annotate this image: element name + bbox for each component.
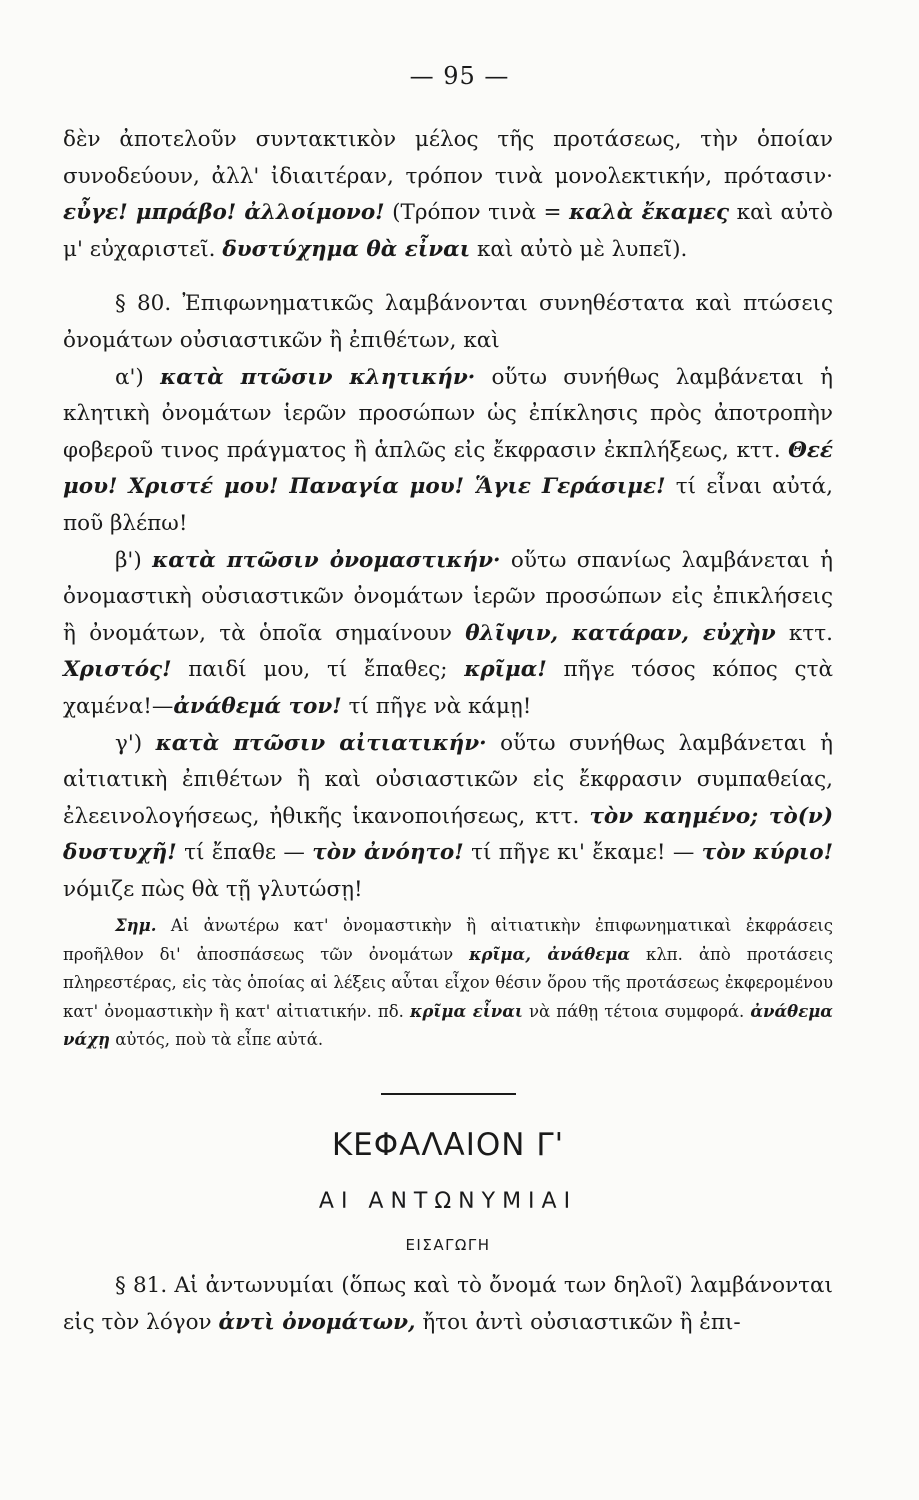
emphasis: δυστύχημα θὰ εἶναι <box>222 236 471 262</box>
emphasis: κρῖμα, ἀνάθεμα <box>469 944 631 964</box>
page-number: — 95 — <box>409 62 510 90</box>
emphasis: κατὰ πτῶσιν κλητικήν· <box>160 364 476 390</box>
emphasis: θλῖψιν, κατάραν, εὐχὴν <box>465 620 776 646</box>
emphasis: τὸν κύριο! <box>701 840 834 866</box>
emphasis: κατὰ πτῶσιν αἰτιατικήν· <box>155 730 487 756</box>
section-heading: ΕΙΣΑΓΩΓΗ <box>405 1235 491 1254</box>
paragraph-nominative: β') κατὰ πτῶσιν ὀνομαστικήν· οὕτω σπανίως λαμβάνεται ἡ ὀνομαστικὴ οὐσιαστικῶν ὀνομάτων ἱερῶν προσώπων εἰς ἐπικλήσεις ἢ ὀνομάτων, τὰ ὁποῖα σημαίνουν θλῖψιν, κατάραν, εὐχὴν κττ. Χριστός! παιδί μου, τί ἔπαθες; κρῖμα! πῆγε τόσος κόπος ςτὰ χαμένα!—ἀνάθεμά τον! τί πῆγε νὰ κάμῃ! <box>63 547 833 719</box>
emphasis: τὸν καημένο; τὸ(ν) δυστυχῆ! <box>63 803 833 866</box>
emphasis: ἀντὶ ὀνομάτων, <box>218 1309 416 1335</box>
note-label: Σημ. <box>115 916 157 936</box>
emphasis: καλὰ ἔκαμες <box>569 200 730 226</box>
emphasis: ἀνάθεμά τον! <box>173 693 342 719</box>
paragraph-section-80: § 80. Ἐπιφωνηματικῶς λαμβάνονται συνηθέστατα καὶ πτώσεις ὀνομάτων οὐσιαστικῶν ἢ ἐπιθέτων, καὶ <box>63 291 833 353</box>
paragraph-accusative: γ') κατὰ πτῶσιν αἰτιατικήν· οὕτω συνήθως λαμβάνεται ἡ αἰτιατικὴ ἐπιθέτων ἢ καὶ οὐσιαστικῶν εἰς ἔκφρασιν συμπαθείας, ἐλεεινολογήσεως, ἠθικῆς ἱκανοποιήσεως, κττ. τὸν καημένο; τὸ(ν) δυστυχῆ! τί ἔπαθε — τὸν ἀνόητο! τί πῆγε κι' ἔκαμε! — τὸν κύριο! νόμιζε πὼς θὰ τῇ γλυτώσῃ! <box>63 730 834 902</box>
emphasis: κατὰ πτῶσιν ὀνομαστικήν· <box>152 547 501 573</box>
paragraph-vocative: α') κατὰ πτῶσιν κλητικήν· οὕτω συνήθως λαμβάνεται ἡ κλητικὴ ὀνομάτων ἱερῶν προσώπων ὡς ἐπίκλησις πρὸς ἀποτροπὴν φοβεροῦ τινος πράγματος ἢ ἁπλῶς εἰς ἔκφρασιν ἐκπλήξεως, κττ. Θεέ μου! Χριστέ μου! Παναγία μου! Ἅγιε Γεράσιμε! τί εἶναι αὐτά, ποῦ βλέπω! <box>63 364 833 536</box>
emphasis: ἀνάθεμα νάχῃ <box>63 1001 833 1050</box>
chapter-heading: ΚΕΦΑΛΑΙΟΝ Γ' <box>331 1126 565 1163</box>
emphasis: Χριστός! <box>63 657 172 683</box>
chapter-title: ΑΙ ΑΝΤΩΝΥΜΙΑΙ <box>318 1188 578 1214</box>
emphasis: Θεέ μου! Χριστέ μου! Παναγία μου! Ἅγιε Γεράσιμε! <box>63 437 833 500</box>
emphasis: κρῖμα εἶναι <box>410 1001 523 1021</box>
divider <box>381 1093 516 1095</box>
emphasis: τὸν ἀνόητο! <box>312 840 464 866</box>
paragraph-1: δὲν ἀποτελοῦν συντακτικὸν μέλος τῆς προτάσεως, τὴν ὁποίαν συνοδεύουν, ἀλλ' ἰδιαιτέραν, τρόπον τινὰ μονολεκτικήν, πρότασιν· εὖγε! μπράβο! ἀλλοίμονο! (Τρόπον τινὰ = καλὰ ἔκαμες καὶ αὐτὸ μ' εὐχαριστεῖ. δυστύχημα θὰ εἶναι καὶ αὐτὸ μὲ λυπεῖ). <box>63 127 833 262</box>
emphasis: κρῖμα! <box>464 657 547 683</box>
emphasis: εὖγε! μπράβο! ἀλλοίμονο! <box>63 200 385 226</box>
paragraph-section-81: § 81. Αἱ ἀντωνυμίαι (ὅπως καὶ τὸ ὄνομά των δηλοῖ) λαμβάνονται εἰς τὸν λόγον ἀντὶ ὀνομάτων, ἤτοι ἀντὶ οὐσιαστικῶν ἢ ἐπι- <box>63 1272 833 1335</box>
body-text <box>63 122 833 1341</box>
footnote: Σημ. Αἱ ἀνωτέρω κατ' ὀνομαστικὴν ἢ αἰτιατικὴν ἐπιφωνηματικαὶ ἐκφράσεις προῆλθον δι' ἀποσπάσεως τῶν ὀνομάτων κρῖμα, ἀνάθεμα κλπ. ἀπὸ προτάσεις πληρεστέρας, εἰς τὰς ὁποίας αἱ λέξεις αὗται εἶχον θέσιν ὅρου τῆς προτάσεως ἐκφερομένου κατ' ὀνομαστικὴν ἢ κατ' αἰτιατικήν. πδ. κρῖμα εἶναι νὰ πάθῃ τέτοια συμφορά. ἀνάθεμα νάχῃ αὐτός, ποὺ τὰ εἶπε αὐτά. <box>63 916 833 1050</box>
